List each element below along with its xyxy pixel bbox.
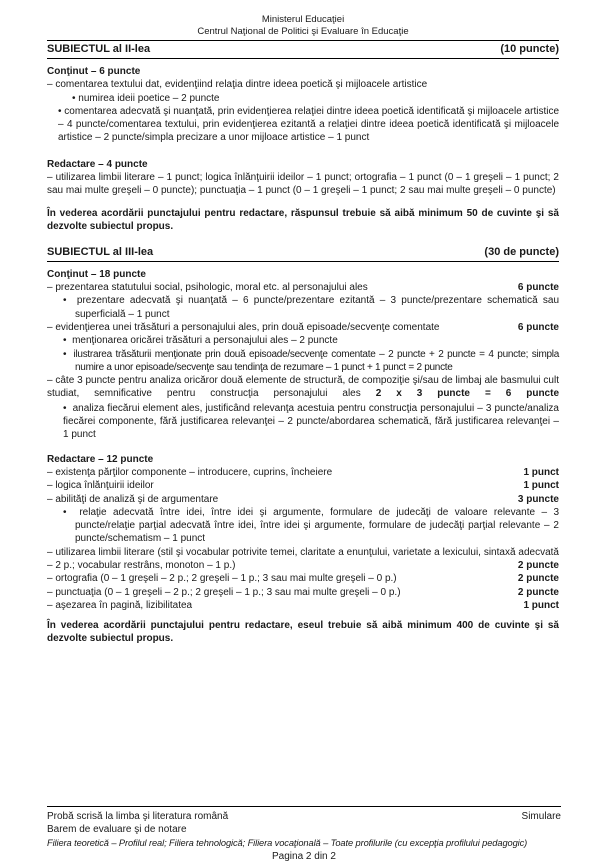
criteria-row [47, 466, 559, 479]
subject2-heading [47, 41, 559, 58]
criteria-score: 2 puncte [517, 560, 559, 571]
subject3-points: (30 de puncte) [484, 246, 559, 259]
subject2-points: (10 puncte) [500, 43, 559, 55]
ministry-name: Ministerul Educaţiei [261, 14, 345, 25]
criteria-bullet: • relaţie adecvată între idei, între idei şi argumente, formulare de judecăţi de valoare relevante – 3 puncte/relaţie parţial adecvată între idei, între idei şi argumente, formulare de judecăţi parţial relevante – 2 puncte/schematism – 1 punct [47, 506, 559, 546]
subject3-underline [47, 261, 559, 262]
criteria-text: – existenţa părţilor componente – introducere, cuprins, încheiere [47, 466, 333, 478]
criteria-score: 2 x 3 puncte = 6 puncte [375, 388, 560, 400]
criteria-text: – abilităţi de analiză şi de argumentare [47, 493, 219, 505]
page-content [47, 0, 559, 646]
subject2-note: În vederea acordării punctajului pentru redactare, răspunsul trebuie să aibă minimum 50 de cuvinte şi să dezvolte subiectul propus. [47, 207, 559, 232]
criteria-row [47, 321, 559, 334]
subject2-redactare-text: – utilizarea limbii literare – 1 punct; logica înlănţuirii ideilor – 1 punct; ortografia – 1 punct (0 – 1 greşeli – 1 punct; 2 sau mai multe greşeli – 0 puncte); punctuaţia – 1 punct (0 – 1 greşeli – 1 punct; 2 sau mai multe greşeli – 0 puncte) [47, 172, 559, 197]
criteria-score: 2 puncte [517, 586, 559, 598]
subject3-heading [47, 244, 559, 261]
subject3-content-heading: Conţinut – 18 puncte [47, 268, 146, 280]
footer-line-1 [47, 810, 561, 823]
subject2-content-heading: Conţinut – 6 puncte [47, 65, 141, 77]
criteria-row [47, 546, 559, 573]
subject3-title: SUBIECTUL al III-lea [47, 246, 154, 259]
criteria-text: – câte 3 puncte pentru analiza oricăror două elemente de structură, de compoziţie şi/sau de limbaj ale basmului cult studiat, semnificative pentru construcţia personajului ales [47, 375, 559, 400]
criteria-text: – logica înlănţuirii ideilor [47, 480, 154, 492]
criteria-text: – utilizarea limbii literare (stil şi vocabular potrivite temei, claritate a enunţului, varietate a lexicului, sintaxă adecvată – 2 p.; vocabular restrâns, monoton – 1 p.) [47, 546, 559, 571]
footer-doc-type: Barem de evaluare şi de notare [47, 824, 187, 836]
criteria-row [47, 599, 559, 612]
footer-divider [47, 806, 561, 807]
criteria-score: 2 puncte [517, 573, 559, 585]
criteria-score: 3 puncte [517, 493, 559, 505]
criteria-text: – punctuaţia (0 – 1 greşeli – 2 p.; 2 greşeli – 1 p.; 3 sau mai multe greşeli – 0 p.) [47, 586, 401, 598]
criteria-row [47, 281, 559, 294]
subject2-bullet-2: • comentarea adecvată şi nuanţată, prin evidenţierea relaţiei dintre ideea poetică identificată şi mijloacele artistice – 4 puncte/comentarea textului, prin evidenţierea ezitantă a relaţiei dintre ideea poetică identificată şi mijloacele artistice – 2 puncte/simpla precizare a unor mijloace artistice – 1 punct [47, 105, 559, 145]
criteria-score: 6 puncte [517, 282, 559, 294]
subject3-note: În vederea acordării punctajului pentru redactare, eseul trebuie să aibă minimum 400 de cuvinte şi să dezvolte subiectul propus. [47, 620, 559, 645]
subject2-redactare-heading: Redactare – 4 puncte [47, 158, 148, 170]
criteria-text: – evidenţierea unei trăsături a personajului ales, prin două episoade/secvenţe comentate [47, 321, 440, 333]
subject3-redactare-heading: Redactare – 12 puncte [47, 453, 154, 465]
criteria-score: 1 punct [523, 480, 559, 492]
criteria-score: 1 punct [523, 599, 559, 611]
footer-filiera: Filiera teoretică – Profilul real; Filiera tehnologică; Filiera vocaţională – Toate profilurile (cu excepţia profilului pedagogic) [47, 837, 528, 848]
criteria-bullet: • ilustrarea trăsăturii menţionate prin două episoade/secvenţe comentate – 2 puncte + 2 puncte = 4 puncte; simpla numire a unor episoade/secvenţe sau tendinţa de rezumare – 1 punct + 1 punct = 2 puncte [47, 348, 559, 375]
subject2-title: SUBIECTUL al II-lea [47, 43, 151, 55]
criteria-score: 1 punct [523, 466, 559, 478]
criteria-score: 6 puncte [517, 321, 559, 333]
criteria-bullet: • menţionarea oricărei trăsături a personajului ales – 2 puncte [47, 334, 559, 347]
criteria-text: – prezentarea statutului social, psihologic, moral etc. al personajului ales [47, 282, 368, 294]
footer-page-number: Pagina 2 din 2 [272, 851, 336, 863]
subject2-underline [47, 58, 559, 59]
criteria-bullet: • prezentare adecvată şi nuanţată – 6 puncte/prezentare ezitantă – 3 puncte/prezentare schematică sau superficială – 1 punct [47, 294, 559, 321]
criteria-bullet: • analiza fiecărui element ales, justificând relevanţa acestuia pentru construcţia personajului – 3 puncte/analiza fiecărei componente, fără justificarea relevanţei – 2 puncte/abordarea schematică, fără justificarea relevanţei – 1 punct [47, 402, 559, 442]
criteria-text: – ortografia (0 – 1 greşeli – 2 p.; 2 greşeli – 1 p.; 3 sau mai multe greşeli – 0 p.) [47, 573, 397, 585]
criteria-row [47, 374, 559, 401]
subject2-dash-item: – comentarea textului dat, evidenţiind relaţia dintre ideea poetică şi mijloacele artistice [47, 78, 428, 90]
subject2-bullet-1: • numirea ideii poetice – 2 puncte [47, 92, 559, 105]
page-footer [47, 806, 561, 864]
center-name: Centrul Naţional de Politici şi Evaluare în Educaţie [197, 26, 409, 37]
criteria-row [47, 572, 559, 585]
footer-exam-name: Probă scrisă la limba şi literatura română [47, 811, 229, 822]
footer-session: Simulare [521, 811, 561, 822]
criteria-text: – aşezarea în pagină, lizibilitatea [47, 599, 193, 611]
criteria-row [47, 479, 559, 492]
criteria-row [47, 493, 559, 506]
criteria-row [47, 586, 559, 599]
